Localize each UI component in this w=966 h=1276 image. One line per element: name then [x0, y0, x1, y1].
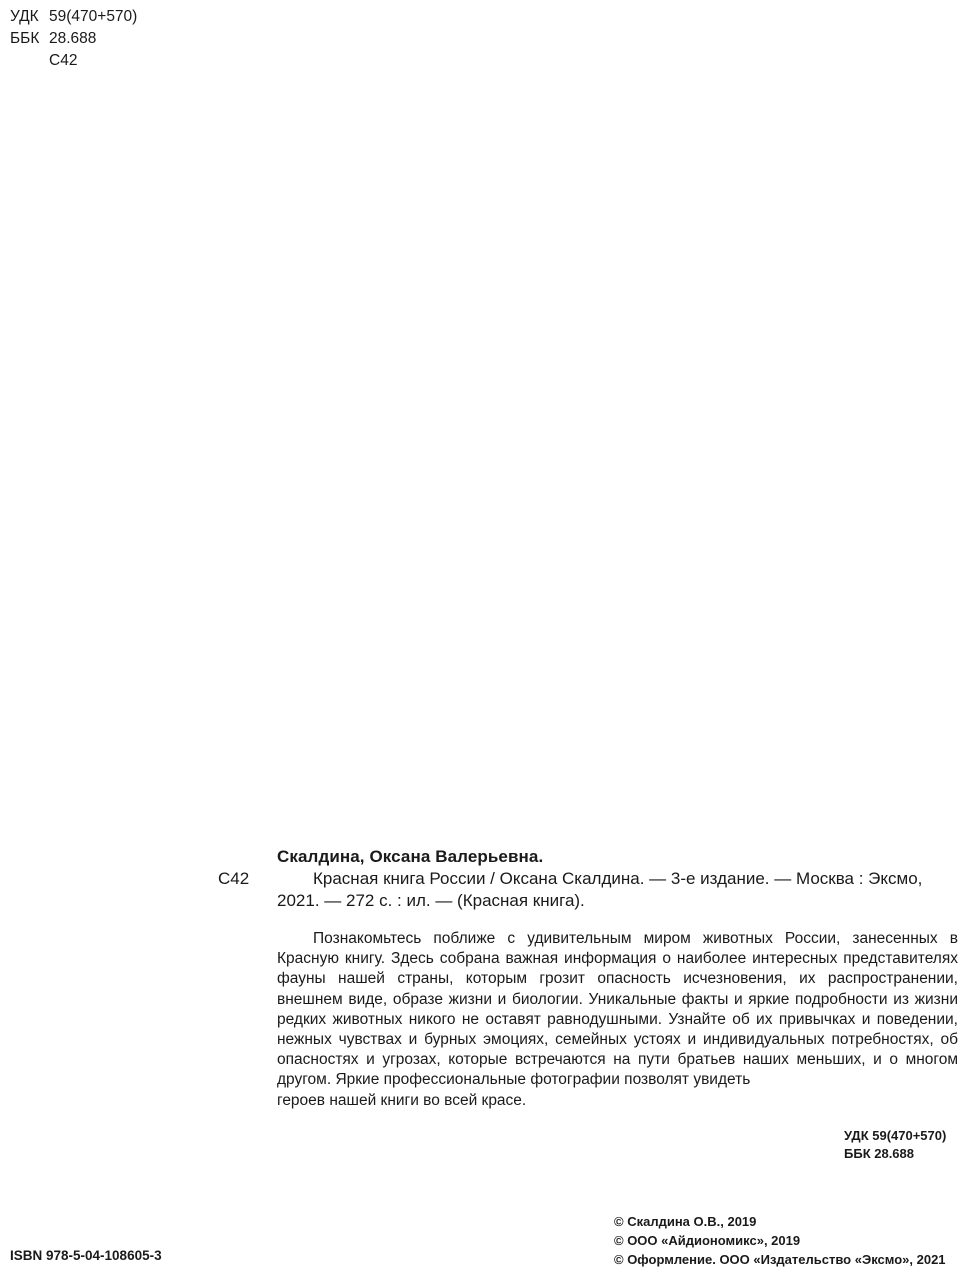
bbk-value: 28.688 — [49, 30, 97, 47]
entry-cutter-code: С42 — [218, 869, 250, 888]
copyright-notices — [614, 1212, 946, 1269]
udk-label: УДК — [10, 8, 39, 25]
copyright-design: © Оформление. ООО «Издательство «Эксмо», 2021 — [614, 1252, 946, 1267]
author-cutter-code: С42 — [49, 52, 78, 69]
annotation — [277, 929, 958, 1111]
udk-row — [10, 6, 137, 28]
bbk-row — [10, 28, 137, 50]
copyright-company: © ООО «Айдиономикс», 2019 — [614, 1233, 801, 1248]
bibliographic-line-1: Красная книга России / Оксана Скалдина. — 3-е издание. — Москва : Эксмо, — [313, 869, 923, 888]
isbn: ISBN 978-5-04-108605-3 — [10, 1248, 162, 1263]
bottom-bbk: ББК 28.688 — [844, 1146, 914, 1161]
classification-codes — [10, 6, 137, 72]
bottom-udk: УДК 59(470+570) — [844, 1128, 947, 1143]
bibliographic-line-2: 2021. — 272 с. : ил. — (Красная книга). — [277, 891, 585, 910]
author-heading: Скалдина, Оксана Валерьевна. — [277, 847, 544, 866]
udk-value: 59(470+570) — [49, 8, 138, 25]
annotation-text: Познакомьтесь поближе с удивительным миром животных России, занесенных в Красную книгу. Здесь собрана важная информация о наиболее интересных представителях фауны нашей страны, которым грозит опасность исчезновения, их распространении, внешнем виде, образе жизни и биологии. Уникальные факты и яркие подробности из жизни редких животных никого не оставят равнодушными. Узнайте об их привычках и поведении, нежных чувствах и бурных эмоциях, семейных устоях и индивидуальных потребностях, об опасностях и угрозах, которые встречаются на пути братьев наших меньших, и о многом другом. Яркие профессиональные фотографии позволят увидеть — [277, 930, 958, 1089]
bbk-label: ББК — [10, 30, 40, 47]
catalogue-entry — [277, 846, 958, 912]
bottom-classification-codes — [844, 1127, 956, 1163]
copyright-author: © Скалдина О.В., 2019 — [614, 1214, 757, 1229]
annotation-last-line: героев нашей книги во всей красе. — [277, 1091, 527, 1109]
